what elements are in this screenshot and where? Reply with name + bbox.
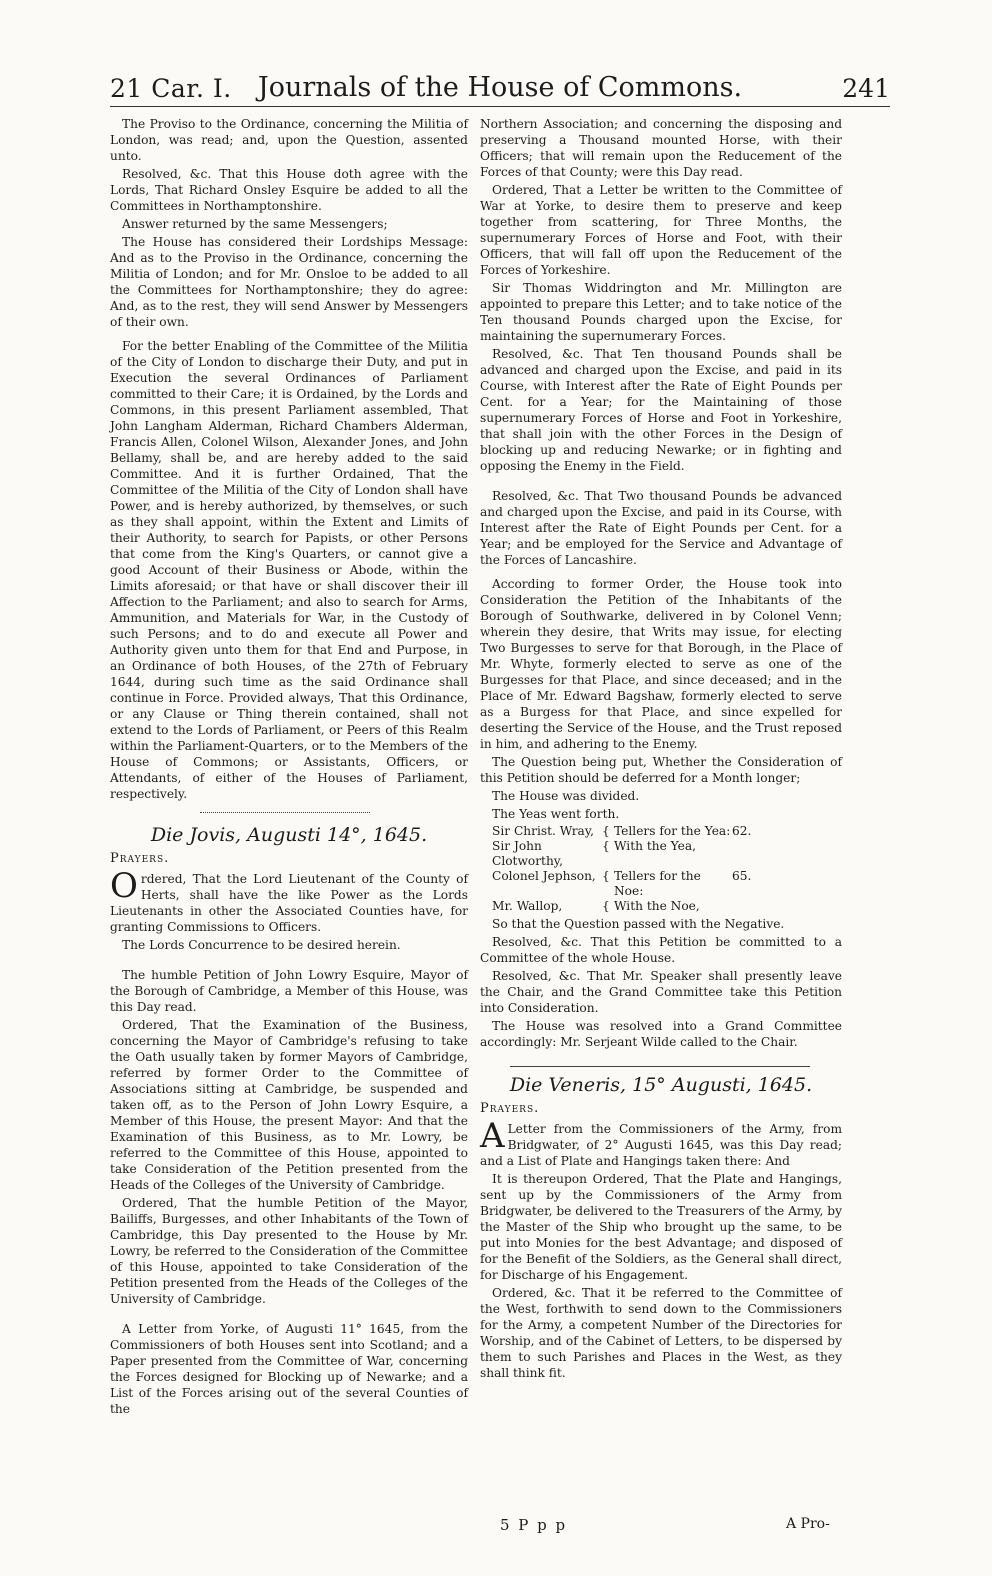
paragraph: Northern Association; and concerning the disposing and preserving a Thousand mounted Horse, with their Officers; that will remain upon the Reducement of the Forces of that County; were this Day read. [480, 117, 842, 179]
section-divider [510, 1066, 810, 1067]
prayers-heading: Prayers. [110, 851, 170, 866]
paragraph: Resolved, &c. That Ten thousand Pounds shall be advanced and charged upon the Excise, and paid in its Course, with Interest after the Rate of Eight Pounds per Cent. for a Year; for the Maintaining of those supernumerary Forces of Horse and Foot in Yorkeshire, that shall join with the other Forces in the Design of blocking up and reducing Newarke; or in fighting and opposing the Enemy in the Field. [480, 347, 842, 473]
paragraph: The House has considered their Lordships Message: And as to the Proviso in the Ordinance, concerning the Militia of London; and for Mr. Onsloe to be added to all the Committees for Northamptonshire; they do agree: And, as to the rest, they will send Answer by Messengers of their own. [110, 235, 468, 329]
paragraph [480, 1116, 842, 1169]
paragraph: The Proviso to the Ordinance, concerning the Militia of London, was read; and, upon the Question, assented unto. [110, 117, 468, 163]
teller-role: Tellers for the Noe: [614, 869, 701, 898]
paragraph-text: rdered, That the Lord Lieutenant of the County of Herts, shall have the like Power as the Lords Lieutenants in other the Associated Counties have, for granting Commissions to Officers. [110, 872, 468, 934]
vote-count: 65. [732, 869, 752, 883]
paragraph: So that the Question passed with the Negative. [492, 917, 785, 931]
paragraph: It is thereupon Ordered, That the Plate and Hangings, sent up by the Commissioners of the Army from Bridgwater, be delivered to the Treasurers of the Army, by the Master of the Ship who brought up the same, to be put into Monies for the best Advantage; and disposed of for the Benefit of the Soldiers, as the General shall direct, for Discharge of his Engagement. [480, 1172, 842, 1282]
paragraph: Resolved, &c. That Mr. Speaker shall presently leave the Chair, and the Grand Committee take this Petition into Consideration. [480, 969, 842, 1015]
teller-role: Tellers for the Yea: [614, 824, 731, 838]
paragraph: The Yeas went forth. [492, 807, 620, 821]
vote-count [732, 899, 772, 914]
catchword: A Pro- [786, 1516, 830, 1532]
paragraph: Ordered, &c. That it be referred to the Committee of the West, forthwith to send down to the Commissioners for the Army, a competent Number of the Directories for Worship, and of the Cabinet of Letters, to be dispersed by them to such Parishes and Places in the West, as they shall think fit. [480, 1286, 842, 1380]
paragraph: Ordered, That the Examination of the Business, concerning the Mayor of Cambridge's refusing to take the Oath usually taken by former Mayors of Cambridge, referred by former Order to the Committee of Associations sitting at Cambridge, be suspended and taken off, as to the Person of John Lowry Esquire, a Member of this House, the present Mayor: And that the Examination of this Business, as to Mr. Lowry, be referred to the Committee of this House, appointed to take Consideration of the Petition presented from the Heads of the Colleges of the University of Cambridge. [110, 1018, 468, 1192]
signature-mark: 5 P p p [500, 1516, 568, 1534]
paragraph: The Question being put, Whether the Consideration of this Petition should be deferred for a Month longer; [480, 755, 842, 785]
paragraph: Ordered, That a Letter be written to the Committee of War at Yorke, to desire them to preserve and keep together from scattering, for Three Months, the supernumerary Forces of Horse and Foot, with their Officers, that will fall off upon the Reducement of the Forces of Yorkeshire. [480, 183, 842, 277]
paragraph: Answer returned by the same Messengers; [122, 217, 388, 231]
page-header [110, 70, 890, 110]
paragraph: The House was divided. [492, 789, 640, 803]
paragraph-text: Letter from the Commissioners of the Army, from Bridgwater, of 2° Augusti 1645, was this Day read; and a List of Plate and Hangings taken there: And [480, 1122, 842, 1168]
paragraph: For the better Enabling of the Committee of the Militia of the City of London to discharge their Duty, and put in Execution the several Ordinances of Parliament committed to their Care; it is Ordained, by the Lords and Commons, in this present Parliament assembled, That John Langham Alderman, Richard Chambers Alderman, Francis Allen, Colonel Wilson, Alexander Jones, and John Bellamy, shall be, and are hereby added to the said Committee. And it is further Ordained, That the Committee of the Militia of the City of London shall have Power, and is hereby authorized, by themselves, or such as they shall appoint, within the Extent and Limits of their Authority, to search for Papists, or other Persons that come from the King's Quarters, or cannot give a good Account of their Business or Abode, within the Limits aforesaid; or that have or shall discover their ill Affection to the Parliament; and also to search for Arms, Ammunition, and Materials for War, in the Custody of such Persons; and to do and execute all Power and Authority given unto them for that End and Purpose, in an Ordinance of both Houses, of the 27th of February 1644, during such time as the said Ordinance shall continue in Force. Provided always, That this Ordinance, or any Clause or Thing therein contained, shall not extend to the Lords of Parliament, or Peers of this Realm within the Parliament-Quarters, or to the Members of the House of Commons; or Assistants, Officers, or Attendants, of either of the Houses of Parliament, respectively. [110, 339, 468, 801]
teller-row [492, 839, 842, 869]
paragraph: Resolved, &c. That this Petition be committed to a Committee of the whole House. [480, 935, 842, 965]
paragraph: Resolved, &c. That Two thousand Pounds be advanced and charged upon the Excise, and paid in its Course, with Interest after the Rate of Eight Pounds per Cent. for a Year; and be employed for the Service and Advantage of the Forces of Lancashire. [480, 489, 842, 567]
brace: { [602, 899, 610, 913]
teller-row [492, 869, 842, 899]
brace: { [602, 839, 610, 853]
tellers-list [492, 824, 842, 914]
prayers-heading: Prayers. [480, 1101, 540, 1116]
paragraph: The House was resolved into a Grand Committee accordingly: Mr. Serjeant Wilde called to the Chair. [480, 1019, 842, 1049]
paragraph: Sir Thomas Widdrington and Mr. Millington are appointed to prepare this Letter; and to take notice of the Ten thousand Pounds charged upon the Excise, for maintaining the supernumerary Forces. [480, 281, 842, 343]
brace: { [602, 869, 610, 883]
page-number: 241 [842, 74, 890, 103]
paragraph [110, 866, 468, 935]
teller-row [492, 824, 842, 839]
teller-name: Mr. Wallop, [492, 899, 563, 913]
regnal-year: 21 Car. I. [110, 74, 232, 103]
paragraph: Resolved, &c. That this House doth agree with the Lords, That Richard Onsley Esquire be added to all the Committees in Northamptonshire. [110, 167, 468, 213]
teller-name: Sir Christ. Wray, [492, 824, 594, 838]
day-heading: Die Veneris, 15° Augusti, 1645. [509, 1074, 813, 1096]
teller-role: With the Yea, [614, 839, 697, 853]
left-column [110, 116, 468, 1419]
running-title: Journals of the House of Commons. [257, 72, 743, 103]
paragraph: According to former Order, the House took into Consideration the Petition of the Inhabitants of the Borough of Southwarke, delivered in by Colonel Venn; wherein they desire, that Writs may issue, for electing Two Burgesses to serve for that Borough, in the Place of Mr. Whyte, formerly elected to serve as one of the Burgesses for that Place, and since deceased; and in the Place of Mr. Edward Bagshaw, formerly elected to serve as a Burgess for that Place, and since expelled for deserting the Service of the House, and the Trust reposed in him, and adhering to the Enemy. [480, 577, 842, 751]
vote-count [732, 839, 772, 869]
paragraph: The Lords Concurrence to be desired herein. [122, 938, 401, 952]
brace: { [602, 824, 610, 838]
paragraph: The humble Petition of John Lowry Esquire, Mayor of the Borough of Cambridge, a Member of this House, was this Day read. [110, 968, 468, 1014]
drop-cap: O [110, 866, 138, 906]
teller-name: Colonel Jephson, [492, 869, 596, 883]
right-column [480, 116, 842, 1383]
vote-count: 62. [732, 824, 752, 838]
drop-cap: A [480, 1116, 505, 1156]
teller-role: With the Noe, [614, 899, 700, 913]
paragraph: A Letter from Yorke, of Augusti 11° 1645, from the Commissioners of both Houses sent into Scotland; and a Paper presented from the Committee of War, concerning the Forces designed for Blocking up of Newarke; and a List of the Forces arising out of the several Counties of the [110, 1322, 468, 1416]
day-heading: Die Jovis, Augusti 14°, 1645. [150, 824, 428, 846]
teller-row [492, 899, 842, 914]
section-divider [200, 812, 370, 813]
teller-name: Sir John Clotworthy, [492, 839, 563, 868]
paragraph: Ordered, That the humble Petition of the Mayor, Bailiffs, Burgesses, and other Inhabitants of the Town of Cambridge, this Day presented to the House by Mr. Lowry, be referred to the Consideration of the Committee of this House, appointed to take Consideration of the Petition presented from the Heads of the Colleges of the University of Cambridge. [110, 1196, 468, 1306]
header-rule [110, 106, 890, 107]
